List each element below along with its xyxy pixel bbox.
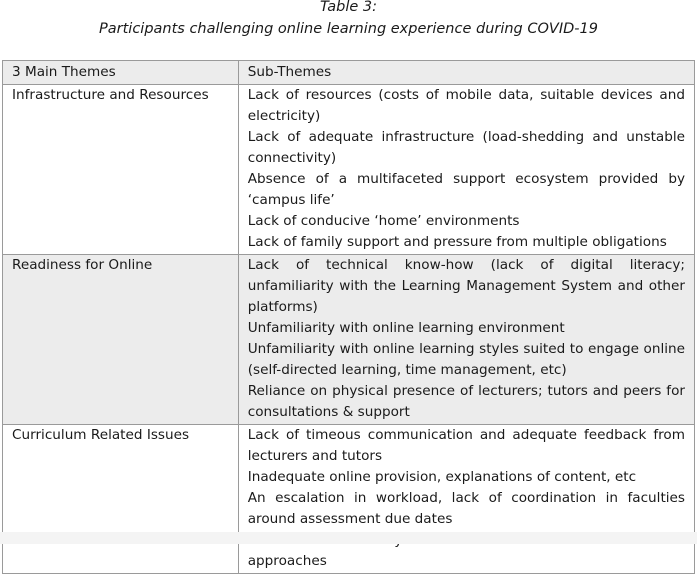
subthemes-cell <box>238 85 694 255</box>
subtheme-item: Unfamiliarity with online learning environment <box>247 320 565 336</box>
table-row <box>3 85 695 255</box>
subtheme-item: An escalation in workload, lack of coordination in faculties around assessment due dates <box>247 490 685 527</box>
subthemes-cell <box>238 255 694 425</box>
page-bottom-strip <box>0 532 697 544</box>
subtheme-item: Unfamiliarity with online learning styles suited to engage online (self-directed learning, time management, etc) <box>247 341 685 378</box>
header-main-themes: 3 Main Themes <box>3 61 239 85</box>
table-row <box>3 425 695 574</box>
theme-infrastructure: Infrastructure and Resources <box>3 85 239 255</box>
subtheme-item: Reliance on physical presence of lecturers; tutors and peers for consultations & support <box>247 383 685 420</box>
theme-curriculum: Curriculum Related Issues <box>3 425 239 574</box>
subtheme-item: Lack of conducive ‘home’ environments <box>247 213 520 229</box>
subtheme-item: Lack of resources (costs of mobile data, suitable devices and electricity) <box>247 87 685 124</box>
subtheme-item: Lack of adequate infrastructure (load-shedding and unstable connectivity) <box>247 129 685 166</box>
subtheme-item: Lack of family support and pressure from multiple obligations <box>247 234 667 250</box>
subtheme-item: Inadequate online provision, explanations of content, etc <box>247 469 637 485</box>
table-caption-title: Participants challenging online learning experience during COVID-19 <box>99 21 598 37</box>
header-row <box>3 61 695 85</box>
themes-table <box>2 60 695 574</box>
table-row <box>3 255 695 425</box>
subtheme-item: approaches <box>247 553 327 569</box>
theme-readiness: Readiness for Online <box>3 255 239 425</box>
subthemes-cell <box>238 425 694 574</box>
subtheme-item: Lack of timeous communication and adequate feedback from lecturers and tutors <box>247 427 685 464</box>
table-caption-label: Table 3: <box>319 0 378 15</box>
subtheme-item: Lack of technical know-how (lack of digital literacy; unfamiliarity with the Learning Management System and other platforms) <box>247 257 685 315</box>
subtheme-item: Absence of a multifaceted support ecosystem provided by ‘campus life’ <box>247 171 685 208</box>
header-sub-themes: Sub-Themes <box>238 61 694 85</box>
